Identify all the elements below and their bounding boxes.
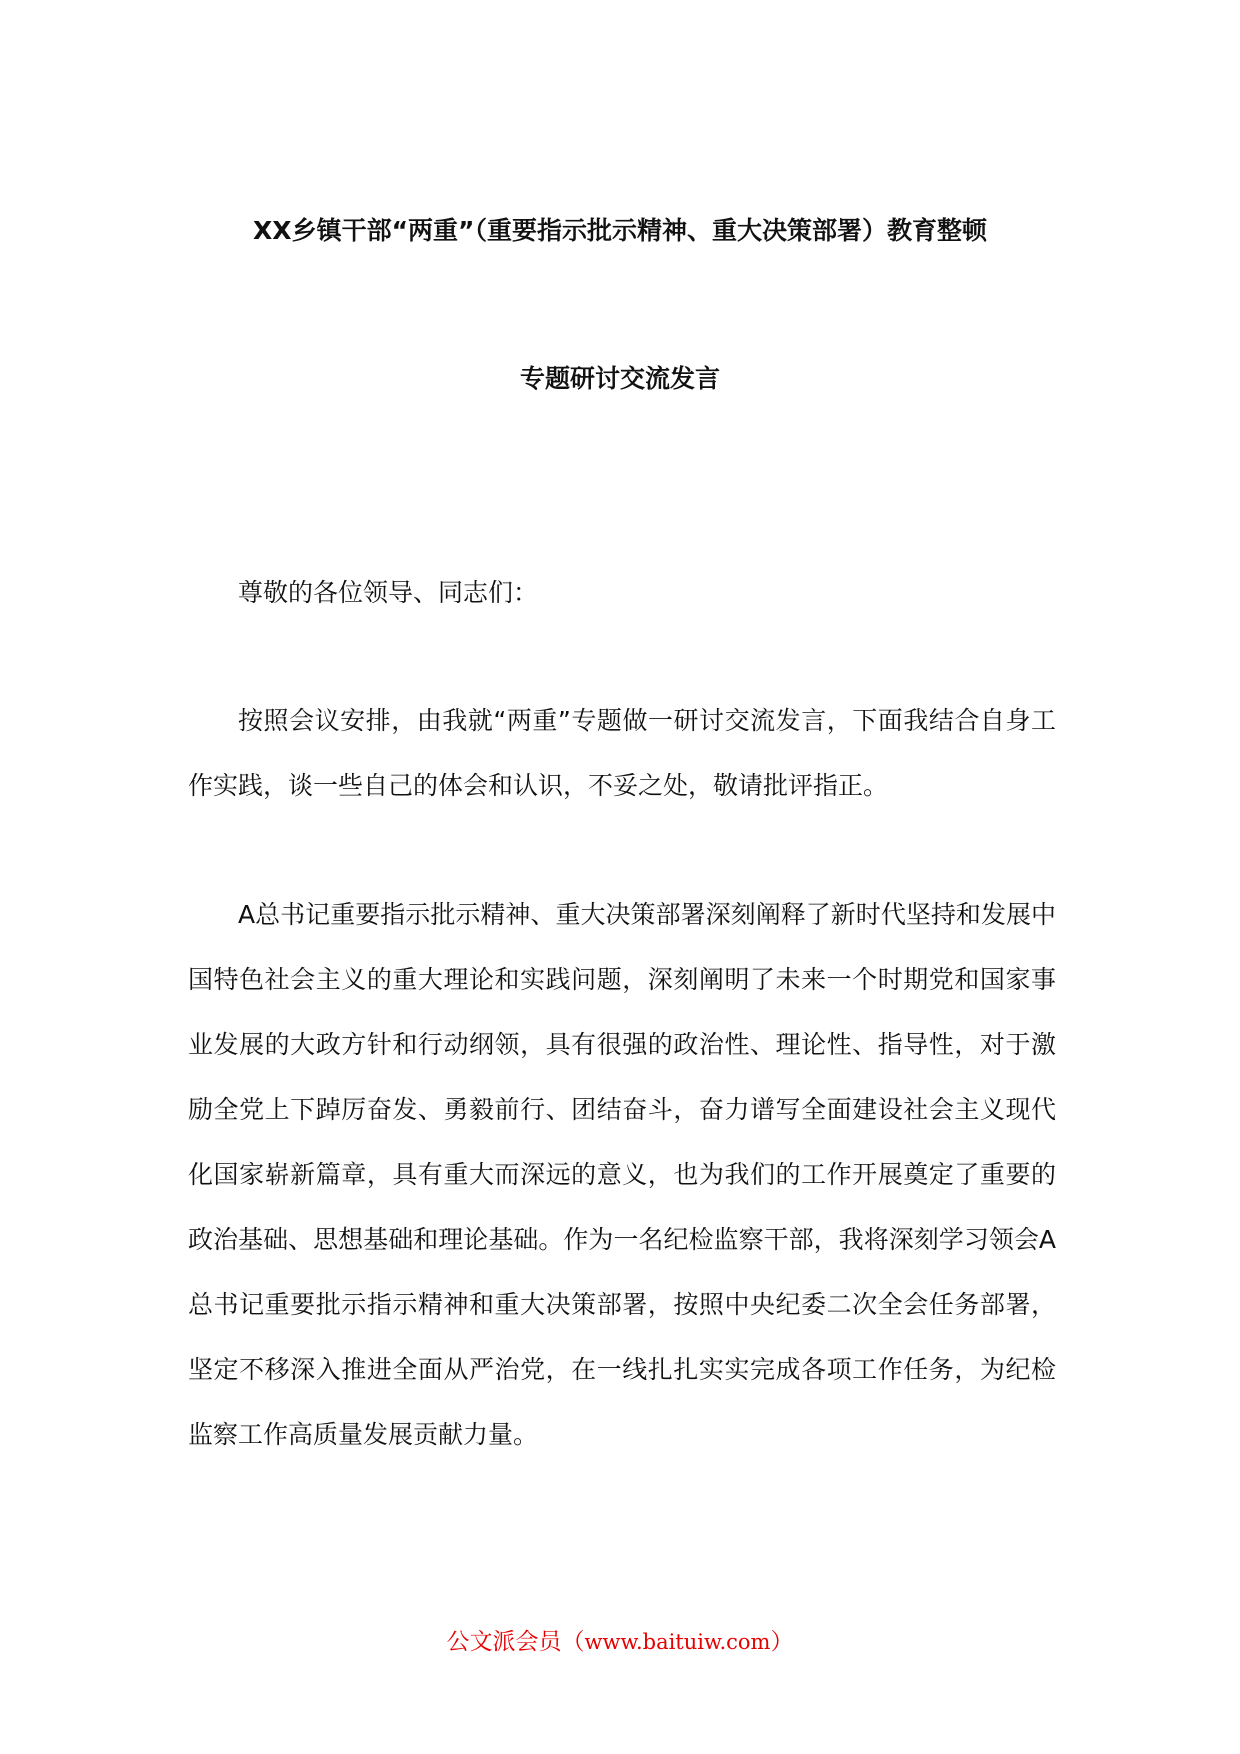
footer-open-paren: （ [561,1629,585,1655]
paragraph-2: A总书记重要指示批示精神、重大决策部署深刻阐释了新时代坚持和发展中国特色社会主义的重大理论和实践问题，深刻阐明了未来一个时期党和国家事业发展的大政方针和行动纲领，具有很强的政治性、理论性、指导性，对于激励全党上下踔厉奋发、勇毅前行、团结奋斗，奋力谱写全面建设社会主义现代化国家崭新篇章，具有重大而深远的意义，也为我们的工作开展奠定了重要的政治基础、思想基础和理论基础。作为一名纪检监察干部，我将深刻学习领会A总书记重要批示指示精神和重大决策部署，按照中央纪委二次全会任务部署，坚定不移深入推进全面从严治党，在一线扎扎实实完成各项工作任务，为纪检监察工作高质量发展贡献力量。 [188,900,1056,1449]
document-title-line2: 专题研讨交流发言 [519,364,720,393]
document-title-line1: XX乡镇干部“两重”（重要指示批示精神、重大决策部署）教育整顿 [253,216,987,245]
footer-url[interactable]: www.baituiw.com [584,1630,771,1654]
footer-watermark [0,1626,1240,1658]
paragraph-1: 按照会议安排，由我就“两重”专题做一研讨交流发言，下面我结合自身工作实践，谈一些自己的体会和认识，不妥之处，敬请批评指正。 [188,706,1056,800]
footer-close-paren: ） [770,1629,794,1655]
footer-label: 公文派会员 [446,1629,562,1655]
salutation: 尊敬的各位领导、同志们： [238,578,539,607]
